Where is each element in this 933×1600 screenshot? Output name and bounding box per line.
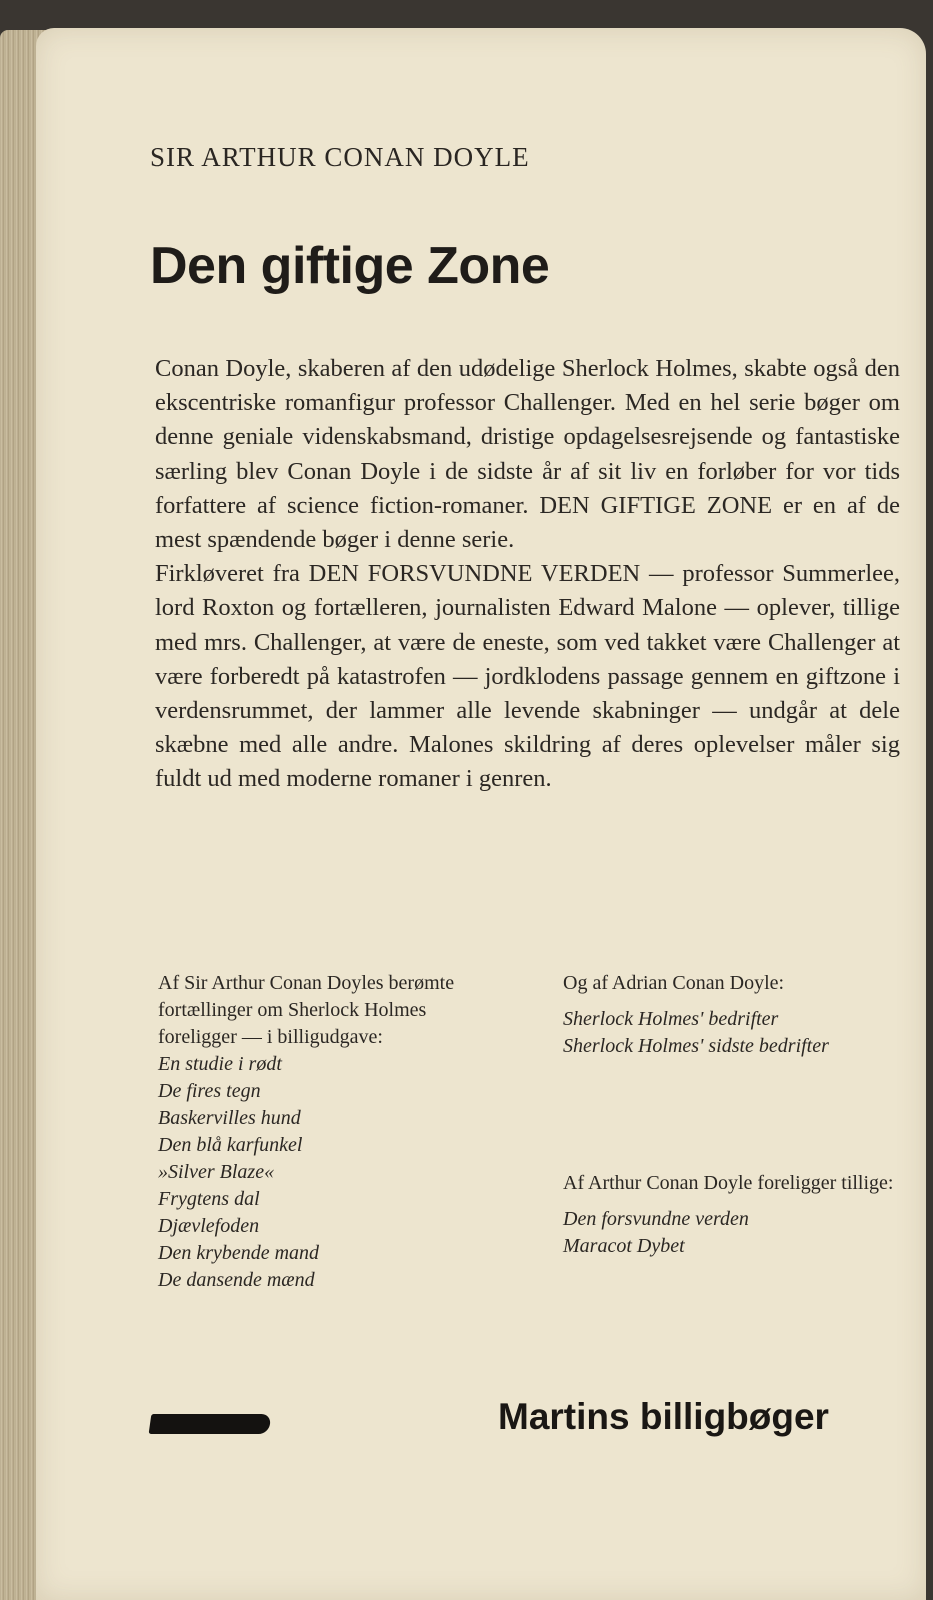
holmes-titles-list [158, 970, 498, 1294]
adrian-titles-list [563, 970, 903, 1060]
blurb [155, 352, 900, 797]
list-item: Baskervilles hund [158, 1107, 301, 1129]
blurb-paragraph-2: Firkløveret fra DEN FORSVUNDNE VERDEN — professor Summerlee, lord Roxton og fortælleren, journalisten Edward Malone — oplever, tillige med mrs. Challenger, at være de eneste, som ved takket være Challenger at være forberedt på katastrofen — jordklodens passage gennem en giftzone i verdensrummet, der lammer alle levende skabninger — undgår at dele skæbne med alle andre. Malones skildring af deres oplevelser måler sig fuldt ud med moderne romaner i genren. [155, 560, 900, 793]
list-item: Sherlock Holmes' bedrifter [563, 1008, 779, 1030]
list-item: Sherlock Holmes' sidste bedrifter [563, 1035, 829, 1057]
list-item: De fires tegn [158, 1080, 261, 1102]
publisher-name: Martins billigbøger [498, 1396, 829, 1437]
list-item: En studie i rødt [158, 1053, 282, 1075]
list-item: Frygtens dal [158, 1188, 260, 1210]
book-title: Den giftige Zone [150, 237, 550, 295]
holmes-list-intro: Af Sir Arthur Conan Doyles berømte fortællinger om Sherlock Holmes foreligger — i billigudgave: [158, 972, 455, 1048]
list-item: Djævlefoden [158, 1215, 260, 1237]
list-item: Maracot Dybet [563, 1235, 685, 1257]
list-item: De dansende mænd [158, 1269, 315, 1291]
blurb-paragraph-1: Conan Doyle, skaberen af den udødelige Sherlock Holmes, skabte også den ekscentriske romanfigur professor Challenger. Med en hel serie bøger om denne geniale videnskabsmand, dristige opdagelsesrejsende og fantastiske særling blev Conan Doyle i de sidste år af sit liv en forløber for vor tids forfattere af science fiction-romaner. DEN GIFTIGE ZONE er en af de mest spændende bøger i denne serie. [155, 355, 900, 554]
arthur-titles-list [563, 1170, 903, 1260]
author-name: SIR ARTHUR CONAN DOYLE [150, 142, 530, 172]
list-item: Den krybende mand [158, 1242, 320, 1264]
list-item: »Silver Blaze« [158, 1161, 275, 1183]
list-item: Den forsvundne verden [563, 1208, 749, 1230]
list-item: Den blå karfunkel [158, 1134, 303, 1156]
publisher-logo-bar [149, 1414, 272, 1434]
adrian-list-intro: Og af Adrian Conan Doyle: [563, 972, 785, 994]
arthur-list-intro: Af Arthur Conan Doyle foreligger tillige: [563, 1172, 894, 1194]
